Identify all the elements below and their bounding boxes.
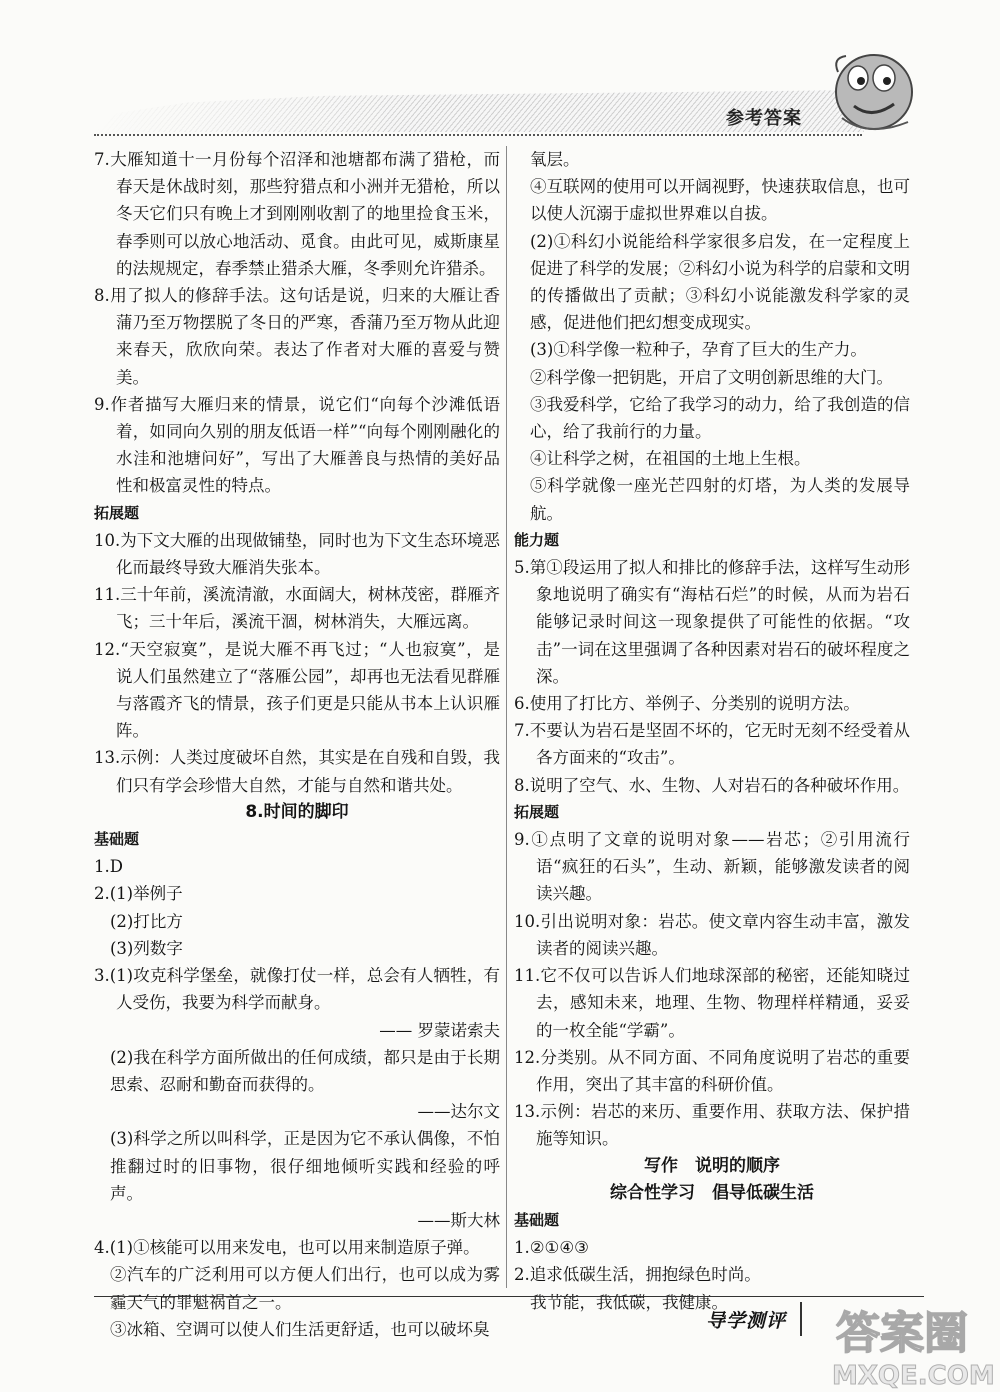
section-heading-jichu: 基础题 [94, 830, 140, 849]
watermark-text: 答案圈 [836, 1308, 968, 1359]
answer-4-3-sub1: (3)①科学像一粒种子，孕育了巨大的生产力。 [530, 340, 867, 360]
answer-1b: 1.②①④③ [514, 1238, 589, 1258]
answer-7b: 7.不要认为岩石是坚固不坏的，它无时无刻不经受着从各方面来的“攻击”。 [514, 721, 910, 768]
answer-13: 13.示例：人类过度破坏自然，其实是在自残和自毁，我们只有学会珍惜大自然，才能与自然和谐共处。 [94, 748, 500, 795]
quote-author-row [94, 1017, 500, 1044]
answer-13b: 13.示例：岩芯的来历、重要作用、获取方法、保护措施等知识。 [514, 1102, 910, 1149]
answer-10: 10.为下文大雁的出现做铺垫，同时也为下文生态环境恶化而最终导致大雁消失张本。 [94, 530, 500, 578]
header-title: 参考答案 [726, 108, 802, 129]
mascot-icon [828, 48, 918, 140]
answer-8b: 8.说明了空气、水、生物、人对岩石的各种破坏作用。 [514, 775, 910, 795]
answer-9: 9.作者描写大雁归来的情景，说它们“向每个沙滩低语着，如同向久别的朋友低语一样”“向每个刚刚融化的水洼和池塘问好”，写出了大雁善良与热情的美好品性和极富灵性的特点。 [94, 394, 500, 496]
answer-2-2: (2)打比方 [110, 911, 183, 931]
comprehensive-title: 综合性学习 倡导低碳生活 [610, 1182, 814, 1203]
answer-12b: 12.分类别。从不同方面、不同角度说明了岩芯的重要作用，突出了其丰富的科研价值。 [514, 1047, 910, 1094]
quote-author: ——斯大林 [417, 1210, 500, 1230]
answer-4-3-sub3: ③我爱科学，它给了我学习的动力，给了我创造的信心，给了我前行的力量。 [530, 394, 910, 442]
footer-bar [800, 1302, 802, 1336]
answer-4-3-cont: 氧层。 [530, 150, 580, 169]
section-heading-jichu-2: 基础题 [514, 1210, 560, 1229]
footer-rule [94, 1296, 924, 1297]
answer-2b: 2.追求低碳生活，拥抱绿色时尚。 [514, 1265, 761, 1285]
section-heading-tuozhan: 拓展题 [94, 503, 140, 522]
answer-3-1: 3.(1)攻克科学堡垒，就像打仗一样，总会有人牺牲，有人受伤，我要为科学而献身。 [94, 966, 500, 1013]
left-column [94, 146, 500, 1343]
watermark-logo [818, 1298, 996, 1390]
answer-4-3-sub2: ②科学像一把钥匙，开启了文明创新思维的大门。 [530, 367, 893, 387]
answer-4-4: ④互联网的使用可以开阔视野，快速获取信息，也可以使人沉溺于虚拟世界难以自拔。 [530, 177, 910, 224]
answer-11: 11.三十年前，溪流清澈，水面阔大，树林茂密，群雁齐飞；三十年后，溪流干涸，树林消失，大雁远离。 [94, 585, 500, 632]
answer-12: 12.“天空寂寞”，是说大雁不再飞过；“人也寂寞”，是说人们虽然建立了“落雁公园”，却再也无法看见群雁与落霞齐飞的情景，孩子们更是只能从书本上认识雁阵。 [94, 639, 500, 741]
answer-5: 5.第①段运用了拟人和排比的修辞手法，这样写生动形象地说明了确实有“海枯石烂”的时候，从而为岩石能够记录时间这一现象提供了可能性的依据。“攻击”一词在这里强调了各种因素对岩石的破坏程度之深。 [514, 558, 910, 686]
answer-4-2-sub: (2)①科幻小说能给科学家很多启发，在一定程度上促进了科学的发展；②科幻小说为科学的启蒙和文明的传播做出了贡献；③科幻小说能激发科学家的灵感，促进他们把幻想变成现实。 [530, 231, 910, 333]
writing-title: 写作 说明的顺序 [644, 1155, 780, 1176]
section-heading-tuozhan-2: 拓展题 [514, 802, 560, 821]
answer-4-3-sub5: ⑤科学就像一座光芒四射的灯塔，为人类的发展导航。 [530, 476, 910, 523]
answer-3-2: (2)我在科学方面所做出的任何成绩，都只是由于长期思索、忍耐和勤奋而获得的。 [110, 1047, 500, 1094]
answer-10b: 10.引出说明对象：岩芯。使文章内容生动丰富，激发读者的阅读兴趣。 [514, 911, 910, 958]
answer-2-3: (3)列数字 [110, 938, 183, 958]
quote-author-row [94, 1207, 500, 1234]
footer-brand: 导学测评 [706, 1310, 787, 1332]
answer-6: 6.使用了打比方、举例子、分类别的说明方法。 [514, 694, 860, 714]
column-divider [506, 146, 507, 1288]
header-band-fade [94, 86, 424, 136]
header-rule [94, 134, 862, 136]
watermark-url: MXQE.COM [832, 1361, 995, 1390]
answer-4-3-sub4: ④让科学之树，在祖国的土地上生根。 [530, 449, 811, 469]
answer-9b: 9.①点明了文章的说明对象——岩芯；②引用流行语“疯狂的石头”，生动、新颖，能够激发读者的阅读兴趣。 [514, 830, 910, 904]
answer-8: 8.用了拟人的修辞手法。这句话是说，归来的大雁让香蒲乃至万物摆脱了冬日的严寒，香蒲乃至万物从此迎来春天，欣欣向荣。表达了作者对大雁的喜爱与赞美。 [94, 286, 500, 387]
answer-2b-cont: 我节能，我低碳，我健康。 [530, 1292, 728, 1312]
section-heading-nengli: 能力题 [514, 530, 560, 549]
quote-author: ——达尔文 [417, 1102, 500, 1122]
quote-author-row [94, 1098, 500, 1125]
answer-7: 7.大雁知道十一月份每个沼泽和池塘都布满了猎枪，而春天是休战时刻，那些狩猎点和小洲并无猎枪，所以冬天它们只有晚上才到刚刚收割了的地里捡食玉米，春季则可以放心地活动、觅食。由此可见，威斯康星的法规规定，春季禁止猎杀大雁，冬季则允许猎杀。 [94, 150, 500, 278]
answer-4-3: ③冰箱、空调可以使人们生活更舒适，也可以破坏臭 [110, 1319, 490, 1339]
answer-1: 1.D [94, 857, 123, 877]
right-column [514, 146, 910, 1316]
quote-author: —— 罗蒙诺索夫 [379, 1020, 500, 1040]
answer-4-1: 4.(1)①核能可以用来发电，也可以用来制造原子弹。 [94, 1238, 480, 1258]
answer-3-3: (3)科学之所以叫科学，正是因为它不承认偶像，不怕推翻过时的旧事物，很仔细地倾听实践和经验的呼声。 [110, 1129, 500, 1203]
answer-11b: 11.它不仅可以告诉人们地球深部的秘密，还能知晓过去，感知未来，地理、生物、物理样样精通，妥妥的一枚全能“学霸”。 [514, 966, 910, 1040]
answer-2: 2.(1)举例子 [94, 884, 183, 904]
lesson-title: 8.时间的脚印 [245, 801, 349, 822]
answer-4-2: ②汽车的广泛利用可以方便人们出行，也可以成为雾霾天气的罪魁祸首之一。 [110, 1265, 500, 1312]
